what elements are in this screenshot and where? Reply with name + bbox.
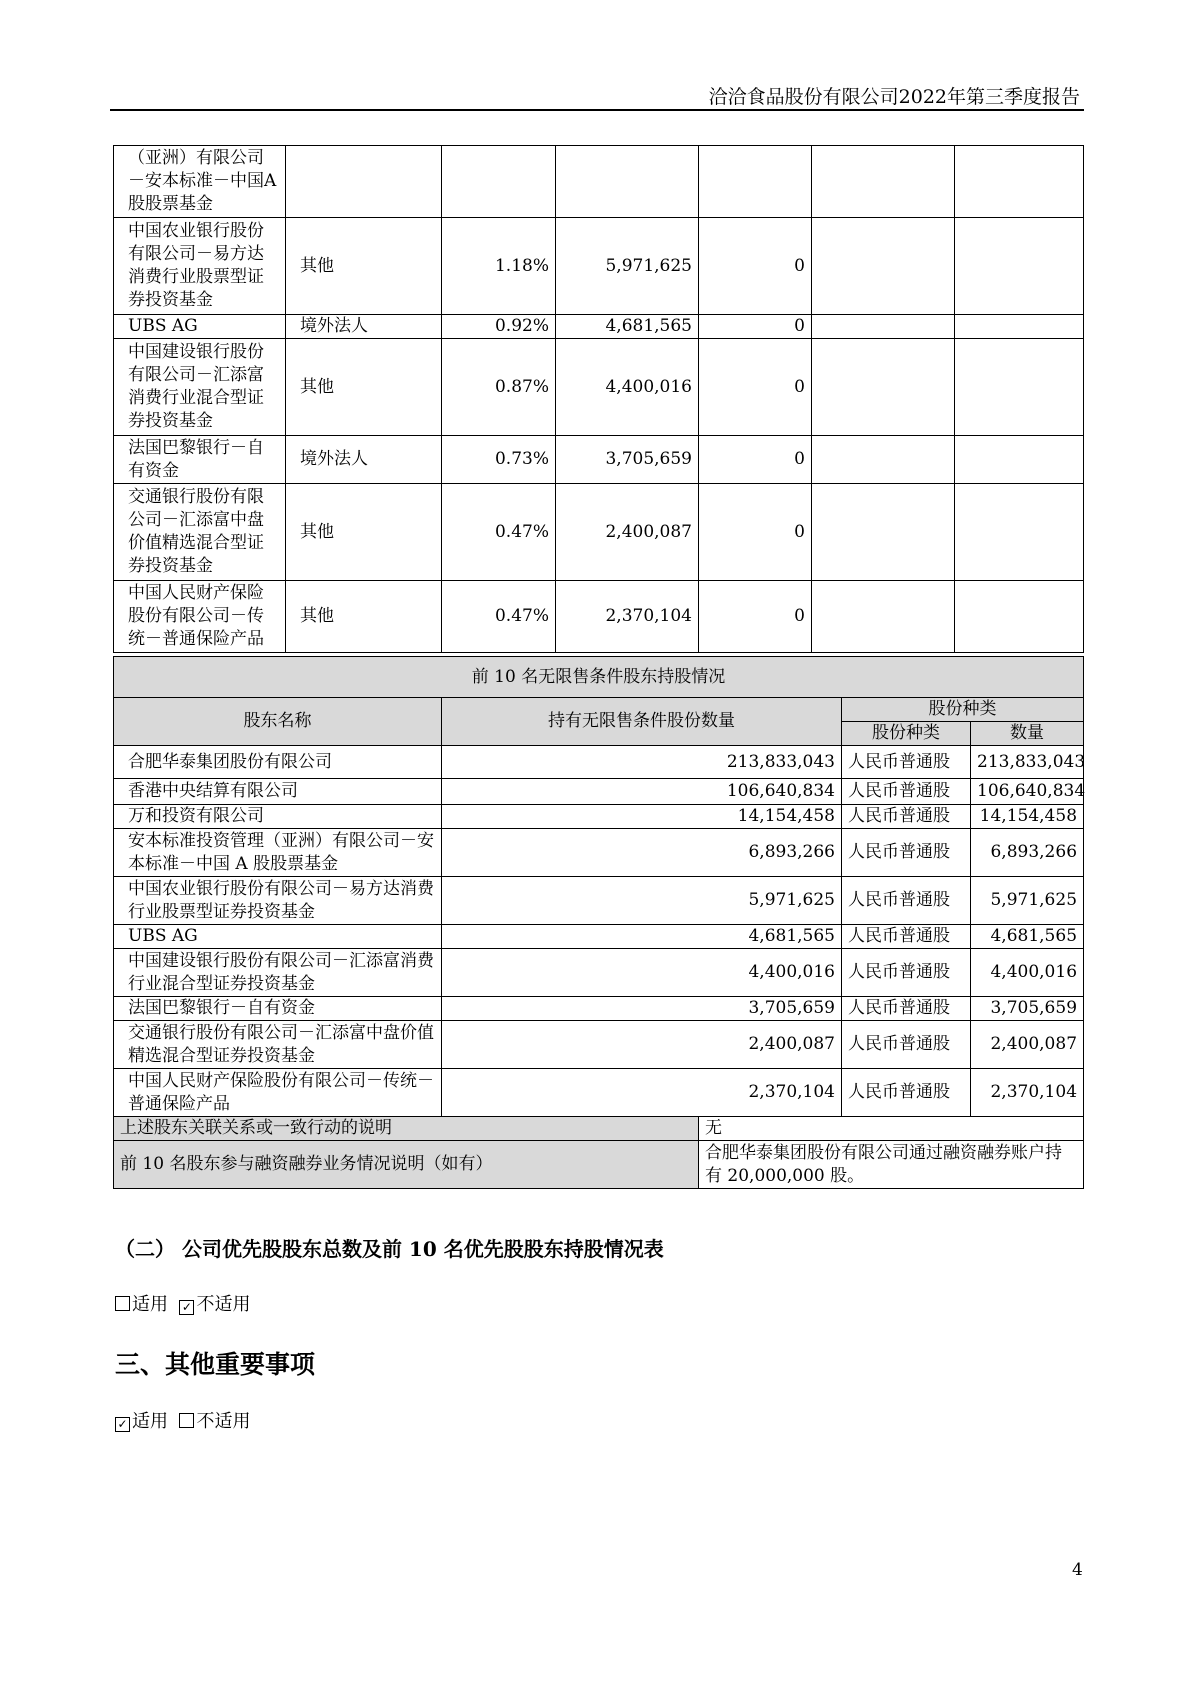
header-rule [110, 109, 1084, 111]
table-row [114, 339, 1084, 436]
unrestricted-holders-table [113, 656, 1084, 1189]
table-row [114, 436, 1084, 484]
cell-name: UBS AG [114, 925, 442, 949]
top-holders-table [113, 145, 1084, 653]
col-header-qty: 持有无限售条件股份数量 [442, 698, 842, 746]
cell-name: 法国巴黎银行－自有资金 [114, 997, 442, 1021]
cell-ratio: 1.18% [442, 218, 556, 315]
table-row [114, 218, 1084, 315]
cell-type-qty: 4,400,016 [971, 949, 1084, 997]
cell-pledge-status [812, 581, 955, 653]
cell-shares [556, 146, 699, 218]
cell-shares: 2,370,104 [556, 581, 699, 653]
table-row [114, 997, 1084, 1021]
cell-type-qty: 2,370,104 [971, 1069, 1084, 1117]
table-row [114, 877, 1084, 925]
table-row [114, 746, 1084, 779]
cell-type: 人民币普通股 [842, 997, 971, 1021]
table-row [114, 315, 1084, 339]
table-row [114, 925, 1084, 949]
section-title: 前 10 名无限售条件股东持股情况 [114, 657, 1084, 698]
cell-qty: 4,400,016 [442, 949, 842, 997]
cell-name: 中国农业银行股份有限公司－易方达消费行业股票型证券投资基金 [114, 218, 286, 315]
cell-name: 交通银行股份有限公司－汇添富中盘价值精选混合型证券投资基金 [114, 484, 286, 581]
section3-options [115, 1407, 250, 1433]
cell-type: 人民币普通股 [842, 877, 971, 925]
cell-type: 人民币普通股 [842, 949, 971, 997]
table-row [114, 146, 1084, 218]
cell-restricted: 0 [699, 339, 812, 436]
table-row [114, 581, 1084, 653]
cell-name: 万和投资有限公司 [114, 805, 442, 829]
cell-ratio: 0.92% [442, 315, 556, 339]
cell-pledge-status [812, 146, 955, 218]
cell-type: 人民币普通股 [842, 925, 971, 949]
cell-restricted: 0 [699, 484, 812, 581]
cell-type-qty: 14,154,458 [971, 805, 1084, 829]
cell-name: UBS AG [114, 315, 286, 339]
cell-ratio [442, 146, 556, 218]
table-row [114, 779, 1084, 805]
cell-nature: 其他 [286, 218, 442, 315]
checked-box-icon: ✓ [179, 1300, 194, 1315]
cell-pledge-qty [955, 146, 1084, 218]
cell-nature: 境外法人 [286, 436, 442, 484]
cell-pledge-qty [955, 436, 1084, 484]
cell-type-qty: 5,971,625 [971, 877, 1084, 925]
cell-name: 中国建设银行股份有限公司－汇添富消费行业混合型证券投资基金 [114, 339, 286, 436]
cell-restricted [699, 146, 812, 218]
cell-restricted: 0 [699, 315, 812, 339]
cell-restricted: 0 [699, 218, 812, 315]
table-row [114, 1021, 1084, 1069]
table-row [114, 949, 1084, 997]
cell-qty: 6,893,266 [442, 829, 842, 877]
checked-box-icon: ✓ [115, 1417, 130, 1432]
relation-value: 无 [699, 1117, 1084, 1141]
cell-type-qty: 3,705,659 [971, 997, 1084, 1021]
cell-pledge-status [812, 218, 955, 315]
table-row [114, 484, 1084, 581]
cell-qty: 106,640,834 [442, 779, 842, 805]
cell-restricted: 0 [699, 581, 812, 653]
cell-type-qty: 213,833,043 [971, 746, 1084, 779]
cell-pledge-status [812, 339, 955, 436]
cell-name: 安本标准投资管理（亚洲）有限公司－安本标准－中国 A 股股票基金 [114, 829, 442, 877]
opt-applicable: 适用 [132, 1294, 168, 1315]
cell-ratio: 0.87% [442, 339, 556, 436]
cell-pledge-qty [955, 315, 1084, 339]
margin-value: 合肥华泰集团股份有限公司通过融资融券账户持有 20,000,000 股。 [699, 1141, 1084, 1189]
cell-qty: 2,370,104 [442, 1069, 842, 1117]
cell-type: 人民币普通股 [842, 779, 971, 805]
cell-name: 中国农业银行股份有限公司－易方达消费行业股票型证券投资基金 [114, 877, 442, 925]
relation-label: 上述股东关联关系或一致行动的说明 [114, 1117, 699, 1141]
table-row [114, 805, 1084, 829]
cell-nature: 其他 [286, 339, 442, 436]
cell-shares: 5,971,625 [556, 218, 699, 315]
table-row [114, 1069, 1084, 1117]
cell-name: 中国人民财产保险股份有限公司－传统－普通保险产品 [114, 581, 286, 653]
cell-qty: 5,971,625 [442, 877, 842, 925]
cell-nature [286, 146, 442, 218]
cell-pledge-status [812, 436, 955, 484]
cell-type: 人民币普通股 [842, 1021, 971, 1069]
cell-qty: 4,681,565 [442, 925, 842, 949]
cell-qty: 2,400,087 [442, 1021, 842, 1069]
margin-label: 前 10 名股东参与融资融券业务情况说明（如有） [114, 1141, 699, 1189]
cell-name: 法国巴黎银行－自有资金 [114, 436, 286, 484]
page-number: 4 [1072, 1560, 1083, 1580]
cell-pledge-status [812, 484, 955, 581]
cell-qty: 213,833,043 [442, 746, 842, 779]
cell-shares: 2,400,087 [556, 484, 699, 581]
section2-options [115, 1290, 250, 1316]
cell-qty: 14,154,458 [442, 805, 842, 829]
opt-not-applicable: 不适用 [196, 1294, 251, 1315]
cell-name: （亚洲）有限公司－安本标准－中国A股股票基金 [114, 146, 286, 218]
cell-pledge-qty [955, 339, 1084, 436]
cell-restricted: 0 [699, 436, 812, 484]
cell-ratio: 0.73% [442, 436, 556, 484]
cell-pledge-qty [955, 581, 1084, 653]
report-header: 洽洽食品股份有限公司2022年第三季度报告 [708, 86, 1080, 108]
cell-name: 香港中央结算有限公司 [114, 779, 442, 805]
unchecked-box-icon [115, 1296, 130, 1311]
cell-type-qty: 106,640,834 [971, 779, 1084, 805]
section3-title: 三、其他重要事项 [115, 1350, 316, 1379]
cell-ratio: 0.47% [442, 484, 556, 581]
cell-shares: 4,400,016 [556, 339, 699, 436]
cell-nature: 其他 [286, 581, 442, 653]
cell-type: 人民币普通股 [842, 829, 971, 877]
cell-pledge-status [812, 315, 955, 339]
col-header-type-group: 股份种类 [842, 698, 1084, 722]
cell-type-qty: 4,681,565 [971, 925, 1084, 949]
cell-name: 中国人民财产保险股份有限公司－传统－普通保险产品 [114, 1069, 442, 1117]
cell-name: 交通银行股份有限公司－汇添富中盘价值精选混合型证券投资基金 [114, 1021, 442, 1069]
col-header-type-qty: 数量 [971, 722, 1084, 746]
cell-type-qty: 6,893,266 [971, 829, 1084, 877]
cell-nature: 境外法人 [286, 315, 442, 339]
cell-pledge-qty [955, 484, 1084, 581]
cell-name: 中国建设银行股份有限公司－汇添富消费行业混合型证券投资基金 [114, 949, 442, 997]
cell-type: 人民币普通股 [842, 1069, 971, 1117]
cell-nature: 其他 [286, 484, 442, 581]
cell-shares: 3,705,659 [556, 436, 699, 484]
opt-not-applicable: 不适用 [196, 1411, 251, 1432]
cell-pledge-qty [955, 218, 1084, 315]
cell-type: 人民币普通股 [842, 805, 971, 829]
col-header-name: 股东名称 [114, 698, 442, 746]
cell-type-qty: 2,400,087 [971, 1021, 1084, 1069]
cell-shares: 4,681,565 [556, 315, 699, 339]
cell-name: 合肥华泰集团股份有限公司 [114, 746, 442, 779]
table-row [114, 829, 1084, 877]
col-header-type: 股份种类 [842, 722, 971, 746]
cell-type: 人民币普通股 [842, 746, 971, 779]
opt-applicable: 适用 [132, 1411, 168, 1432]
cell-qty: 3,705,659 [442, 997, 842, 1021]
cell-ratio: 0.47% [442, 581, 556, 653]
unchecked-box-icon [179, 1413, 194, 1428]
section2-title: （二） 公司优先股股东总数及前 10 名优先股股东持股情况表 [115, 1237, 664, 1261]
